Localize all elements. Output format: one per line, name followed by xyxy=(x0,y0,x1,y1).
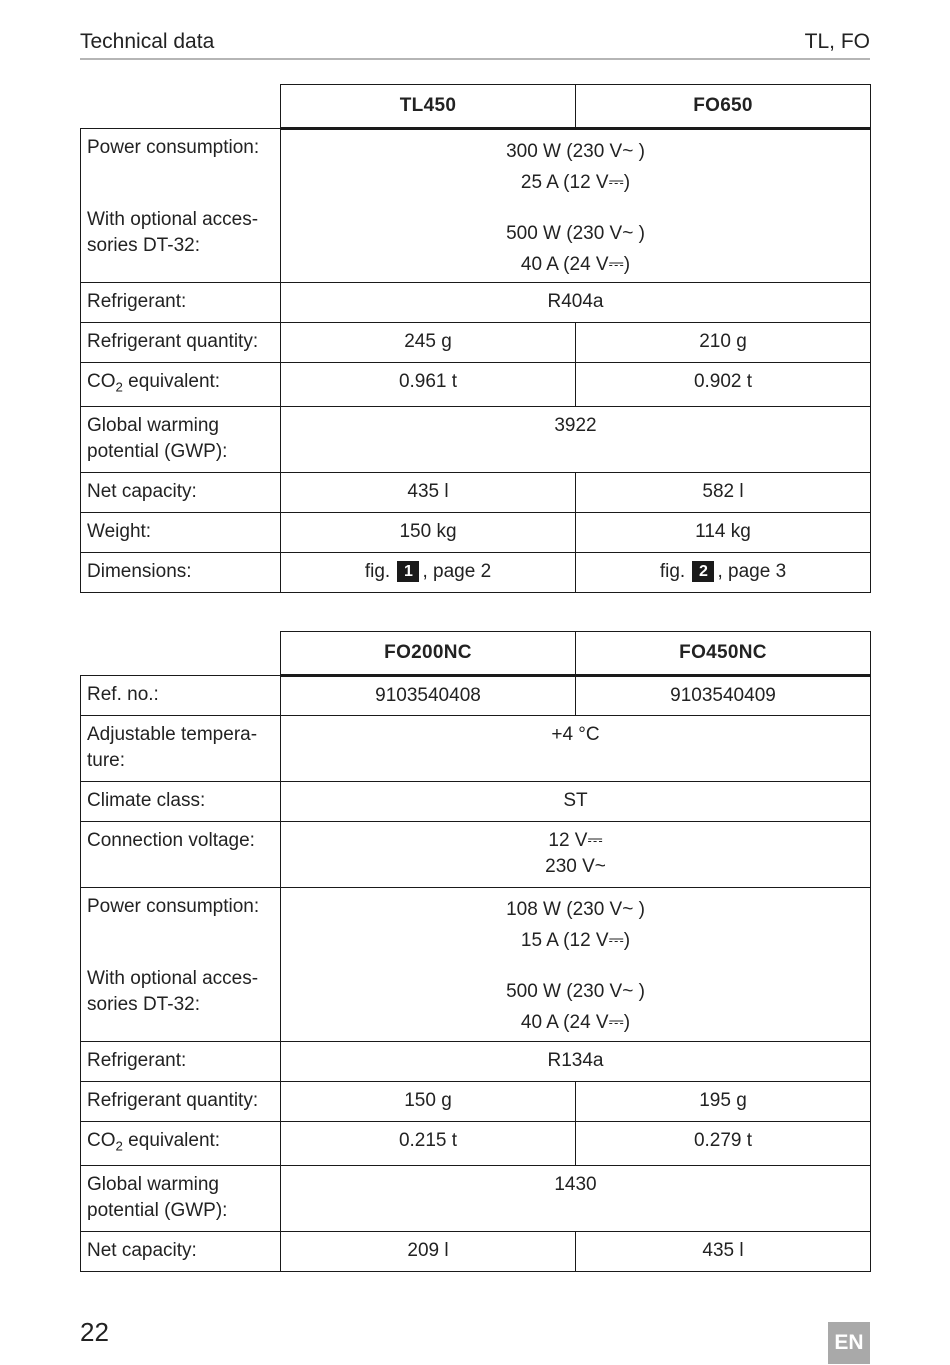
gwp-value: 1430 xyxy=(281,1166,871,1232)
table-row-net-capacity xyxy=(81,473,871,513)
power-value-dc: 15 A (12 V⎓) xyxy=(520,930,631,951)
net-fo650: 582 l xyxy=(576,473,871,513)
refrigerant-value: R404a xyxy=(281,283,871,323)
voltage-dc: 12 V⎓ xyxy=(548,830,603,851)
quantity-fo450nc: 195 g xyxy=(576,1082,871,1122)
page-header xyxy=(80,28,870,60)
optional-value-ac: 500 W (230 V~ ) xyxy=(506,981,645,1002)
dimensions-tl450: fig. 1 , page 2 xyxy=(281,553,576,593)
power-values xyxy=(281,129,871,283)
table-row-voltage xyxy=(81,822,871,888)
header-blank-cell xyxy=(81,85,281,129)
climate-class-value: ST xyxy=(281,782,871,822)
optional-label-line1: With optional acces- xyxy=(87,968,259,989)
column-header-fo650: FO650 xyxy=(576,85,871,129)
column-header-fo450nc: FO450NC xyxy=(576,632,871,676)
net-fo200nc: 209 l xyxy=(281,1232,576,1272)
quantity-fo650: 210 g xyxy=(576,323,871,363)
weight-fo650: 114 kg xyxy=(576,513,871,553)
voltage-values xyxy=(281,822,871,888)
table-row-ref-no xyxy=(81,676,871,716)
table-row-dimensions xyxy=(81,553,871,593)
row-label-weight: Weight: xyxy=(81,513,281,553)
row-label-ref-no: Ref. no.: xyxy=(81,676,281,716)
row-label-gwp: Global warming potential (GWP): xyxy=(81,407,281,473)
product-models: TL, FO xyxy=(804,30,870,53)
row-label-refrigerant: Refrigerant: xyxy=(81,283,281,323)
row-label-dimensions: Dimensions: xyxy=(81,553,281,593)
power-label: Power consumption: xyxy=(87,137,260,158)
table-row-co2 xyxy=(81,363,871,407)
power-value-ac: 108 W (230 V~ ) xyxy=(506,899,645,920)
row-label-temperature: Adjustable tempera- ture: xyxy=(81,716,281,782)
co2-fo450nc: 0.279 t xyxy=(576,1122,871,1166)
table-row-gwp xyxy=(81,407,871,473)
page-number: 22 xyxy=(80,1317,109,1347)
voltage-ac: 230 V~ xyxy=(545,856,606,877)
optional-label-line2: sories DT-32: xyxy=(87,235,200,256)
refrigerant-value: R134a xyxy=(281,1042,871,1082)
table-row-weight xyxy=(81,513,871,553)
table-row-co2 xyxy=(81,1122,871,1166)
figure-ref-2: 2 xyxy=(692,561,714,582)
row-label-gwp: Global warming potential (GWP): xyxy=(81,1166,281,1232)
header-blank-cell xyxy=(81,632,281,676)
table-header-row xyxy=(81,85,871,129)
table-row-power xyxy=(81,888,871,1042)
row-label-power xyxy=(81,888,281,1042)
gwp-value: 3922 xyxy=(281,407,871,473)
table-header-row xyxy=(81,632,871,676)
power-value-dc: 25 A (12 V⎓) xyxy=(520,172,631,193)
row-label-climate-class: Climate class: xyxy=(81,782,281,822)
co2-fo200nc: 0.215 t xyxy=(281,1122,576,1166)
power-label: Power consumption: xyxy=(87,896,260,917)
co2-fo650: 0.902 t xyxy=(576,363,871,407)
optional-label-line2: sories DT-32: xyxy=(87,994,200,1015)
optional-value-ac: 500 W (230 V~ ) xyxy=(506,223,645,244)
row-label-quantity: Refrigerant quantity: xyxy=(81,1082,281,1122)
row-label-power xyxy=(81,129,281,283)
language-badge: EN xyxy=(828,1322,870,1364)
table-row-quantity xyxy=(81,323,871,363)
ref-fo200nc: 9103540408 xyxy=(281,676,576,716)
co2-tl450: 0.961 t xyxy=(281,363,576,407)
row-label-co2: $CO_2$ equivalent: xyxy=(81,1122,281,1166)
table-row-gwp xyxy=(81,1166,871,1232)
optional-label-line1: With optional acces- xyxy=(87,209,259,230)
column-header-fo200nc: FO200NC xyxy=(281,632,576,676)
power-value-ac: 300 W (230 V~ ) xyxy=(506,141,645,162)
weight-tl450: 150 kg xyxy=(281,513,576,553)
quantity-fo200nc: 150 g xyxy=(281,1082,576,1122)
table-row-power xyxy=(81,129,871,283)
net-tl450: 435 l xyxy=(281,473,576,513)
power-values xyxy=(281,888,871,1042)
column-header-tl450: TL450 xyxy=(281,85,576,129)
row-label-net-capacity: Net capacity: xyxy=(81,1232,281,1272)
table-row-climate-class xyxy=(81,782,871,822)
optional-value-dc: 40 A (24 V⎓) xyxy=(520,1012,631,1033)
table-row-temperature xyxy=(81,716,871,782)
table-row-net-capacity xyxy=(81,1232,871,1272)
ref-fo450nc: 9103540409 xyxy=(576,676,871,716)
table-row-refrigerant xyxy=(81,283,871,323)
spec-table-fo-nc xyxy=(80,631,871,1272)
temperature-value: +4 °C xyxy=(281,716,871,782)
row-label-refrigerant: Refrigerant: xyxy=(81,1042,281,1082)
section-title: Technical data xyxy=(80,30,215,53)
optional-value-dc: 40 A (24 V⎓) xyxy=(520,254,631,275)
row-label-net-capacity: Net capacity: xyxy=(81,473,281,513)
net-fo450nc: 435 l xyxy=(576,1232,871,1272)
row-label-quantity: Refrigerant quantity: xyxy=(81,323,281,363)
row-label-co2: $CO_2$ equivalent: xyxy=(81,363,281,407)
row-label-voltage: Connection voltage: xyxy=(81,822,281,888)
dimensions-fo650: fig. 2 , page 3 xyxy=(576,553,871,593)
spec-table-tl-fo xyxy=(80,84,871,593)
table-row-quantity xyxy=(81,1082,871,1122)
quantity-tl450: 245 g xyxy=(281,323,576,363)
table-row-refrigerant xyxy=(81,1042,871,1082)
figure-ref-1: 1 xyxy=(397,561,419,582)
